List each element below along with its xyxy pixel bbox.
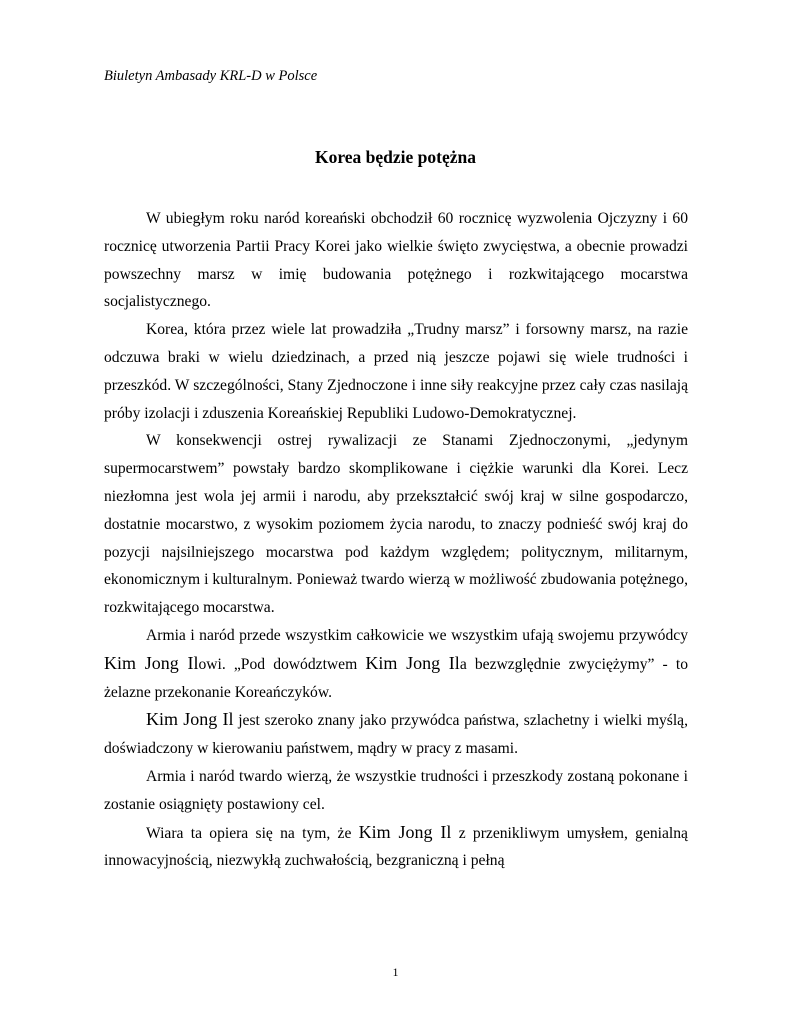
paragraph-5-text: jest szeroko znany jako przywódca państwa, szlachetny i wielki myślą, doświadczony w kierowaniu państwem, mądry w pracy z masami. <box>104 712 688 758</box>
paragraph-7 <box>104 819 688 876</box>
leader-name: Kim Jong Il <box>358 821 452 842</box>
paragraph-3: W konsekwencji ostrej rywalizacji ze Stanami Zjednoczonymi, „jedynym supermocarstwem” powstały bardzo skomplikowane i ciężkie warunki dla Korei. Lecz niezłomna jest wola jej armii i narodu, aby przekształcić swój kraj w silne gospodarczo, dostatnie mocarstwo, z wysokim poziomem życia narodu, to znaczy podnieść swój kraj do pozycji najsilniejszego mocarstwa pod każdym względem; politycznym, militarnym, ekonomicznym i kulturalnym. Ponieważ twardo wierzą w możliwość zbudowania potężnego, rozkwitającego mocarstwa. <box>104 432 688 617</box>
document-header: Biuletyn Ambasady KRL-D w Polsce <box>104 68 318 84</box>
paragraph-5 <box>104 706 688 763</box>
paragraph-4-text-c: a bezwzględnie zwyciężymy” - to żelazne przekonanie Koreańczyków. <box>104 655 688 701</box>
leader-name: Kim Jong Il <box>104 652 199 673</box>
document-body <box>104 205 688 875</box>
document-title: Korea będzie potężna <box>314 147 477 167</box>
paragraph-6: Armia i naród twardo wierzą, że wszystkie trudności i przeszkody zostaną pokonane i zostanie osiągnięty postawiony cel. <box>104 767 688 813</box>
leader-name: Kim Jong Il <box>146 709 234 730</box>
paragraph-7-text-a: Wiara ta opiera się na tym, że <box>146 824 359 842</box>
paragraph-4-text-b: owi. „Pod dowództwem <box>198 655 366 673</box>
leader-name: Kim Jong Il <box>365 652 460 673</box>
paragraph-2: Korea, która przez wiele lat prowadziła „Trudny marsz” i forsowny marsz, na razie odczuwa braki w wielu dziedzinach, a przed nią jeszcze pojawi się wiele trudności i przeszkód. W szczególności, Stany Zjednoczone i inne siły reakcyjne przez cały czas nasilają próby izolacji i zduszenia Koreańskiej Republiki Ludowo-Demokratycznej. <box>104 321 688 422</box>
page-number: 1 <box>392 965 399 979</box>
paragraph-4-text-a: Armia i naród przede wszystkim całkowicie we wszystkim ufają swojemu przywódcy <box>146 626 688 644</box>
paragraph-7-text-b: z przenikliwym umysłem, genialną innowacyjnością, niezwykłą zuchwałością, bezgraniczną i pełną <box>104 824 688 870</box>
paragraph-4 <box>104 622 688 706</box>
paragraph-1: W ubiegłym roku naród koreański obchodził 60 rocznicę wyzwolenia Ojczyzny i 60 rocznicę utworzenia Partii Pracy Korei jako wielkie święto zwycięstwa, a obecnie prowadzi powszechny marsz w imię budowania potężnego i rozkwitającego mocarstwa socjalistycznego. <box>104 210 688 311</box>
